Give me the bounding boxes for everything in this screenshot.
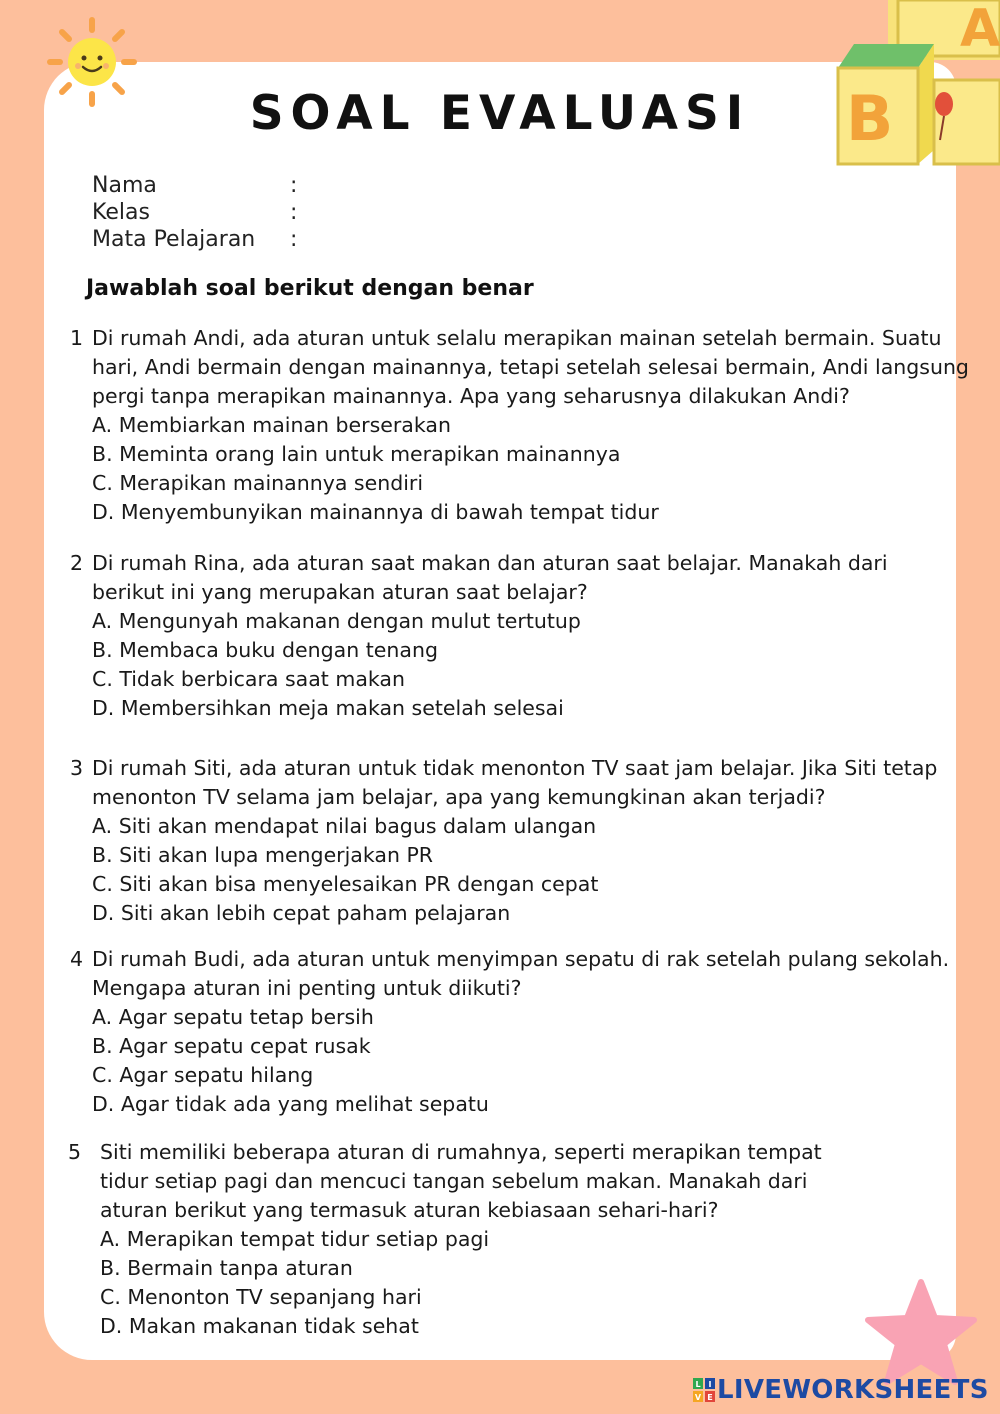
option-c: C. Siti akan bisa menyelesaikan PR dengan cepat (92, 872, 599, 896)
field-separator: : (290, 200, 298, 225)
question-text-line: hari, Andi bermain dengan mainannya, tetapi setelah selesai bermain, Andi langsung (92, 355, 969, 379)
option-a: A. Siti akan mendapat nilai bagus dalam ulangan (92, 814, 597, 838)
block-letter-a: A (960, 0, 1000, 59)
option-b: B. Membaca buku dengan tenang (92, 638, 438, 662)
option-a: A. Agar sepatu tetap bersih (92, 1005, 374, 1029)
option-b: B. Agar sepatu cepat rusak (92, 1034, 371, 1058)
question-text-line: menonton TV selama jam belajar, apa yang kemungkinan akan terjadi? (92, 785, 826, 809)
option-c: C. Menonton TV sepanjang hari (100, 1285, 422, 1309)
field-mata-pelajaran (92, 226, 297, 253)
student-info (92, 172, 297, 253)
logo-letter: E (707, 1393, 713, 1402)
option-b: B. Meminta orang lain untuk merapikan mainannya (92, 442, 621, 466)
instruction-text: Jawablah soal berikut dengan benar (86, 276, 534, 301)
option-d: D. Menyembunyikan mainannya di bawah tempat tidur (92, 500, 659, 524)
question-4 (70, 945, 950, 1119)
option-b: B. Siti akan lupa mengerjakan PR (92, 843, 434, 867)
logo-letter: I (708, 1380, 712, 1389)
page-title: SOAL EVALUASI (249, 86, 751, 141)
question-text-line: Mengapa aturan ini penting untuk diikuti? (92, 976, 522, 1000)
field-separator: : (290, 173, 298, 198)
question-number: 2 (70, 551, 84, 575)
question-text-line: Siti memiliki beberapa aturan di rumahnya, seperti merapikan tempat (100, 1140, 822, 1164)
question-number: 1 (70, 326, 84, 350)
option-d: D. Agar tidak ada yang melihat sepatu (92, 1092, 489, 1116)
option-d: D. Membersihkan meja makan setelah selesai (92, 696, 564, 720)
question-number: 3 (70, 756, 84, 780)
question-text-line: aturan berikut yang termasuk aturan kebiasaan sehari-hari? (100, 1198, 719, 1222)
logo-letter: V (694, 1393, 702, 1402)
option-c: C. Agar sepatu hilang (92, 1063, 314, 1087)
field-label: Nama (92, 173, 157, 198)
abc-blocks-icon (832, 0, 1000, 168)
question-3 (70, 754, 938, 928)
question-2 (70, 549, 888, 723)
liveworksheets-logo-icon (693, 1378, 715, 1402)
question-text-line: Di rumah Rina, ada aturan saat makan dan aturan saat belajar. Manakah dari (92, 551, 888, 575)
question-number: 4 (70, 947, 84, 971)
option-c: C. Tidak berbicara saat makan (92, 667, 405, 691)
question-text-line: Di rumah Andi, ada aturan untuk selalu merapikan mainan setelah bermain. Suatu (92, 326, 942, 350)
question-text-line: tidur setiap pagi dan mencuci tangan sebelum makan. Manakah dari (100, 1169, 808, 1193)
field-label: Kelas (92, 200, 150, 225)
field-nama (92, 172, 297, 199)
field-label: Mata Pelajaran (92, 227, 256, 252)
option-a: A. Mengunyah makanan dengan mulut tertutup (92, 609, 581, 633)
question-text-line: berikut ini yang merupakan aturan saat belajar? (92, 580, 588, 604)
question-text-line: Di rumah Siti, ada aturan untuk tidak menonton TV saat jam belajar. Jika Siti tetap (92, 756, 938, 780)
question-1 (70, 324, 969, 527)
question-text-line: Di rumah Budi, ada aturan untuk menyimpan sepatu di rak setelah pulang sekolah. (92, 947, 950, 971)
field-separator: : (290, 227, 298, 252)
option-b: B. Bermain tanpa aturan (100, 1256, 353, 1280)
liveworksheets-branding[interactable] (693, 1374, 989, 1406)
question-text-line: pergi tanpa merapikan mainannya. Apa yang seharusnya dilakukan Andi? (92, 384, 850, 408)
brand-name: LIVEWORKSHEETS (717, 1375, 989, 1405)
block-letter-b: B (846, 82, 894, 155)
question-number: 5 (68, 1140, 82, 1164)
option-d: D. Makan makanan tidak sehat (100, 1314, 419, 1338)
option-a: A. Merapikan tempat tidur setiap pagi (100, 1227, 490, 1251)
option-c: C. Merapikan mainannya sendiri (92, 471, 424, 495)
field-kelas (92, 199, 297, 226)
option-d: D. Siti akan lebih cepat paham pelajaran (92, 901, 511, 925)
logo-letter: L (695, 1380, 701, 1389)
question-5 (68, 1138, 822, 1341)
option-a: A. Membiarkan mainan berserakan (92, 413, 451, 437)
